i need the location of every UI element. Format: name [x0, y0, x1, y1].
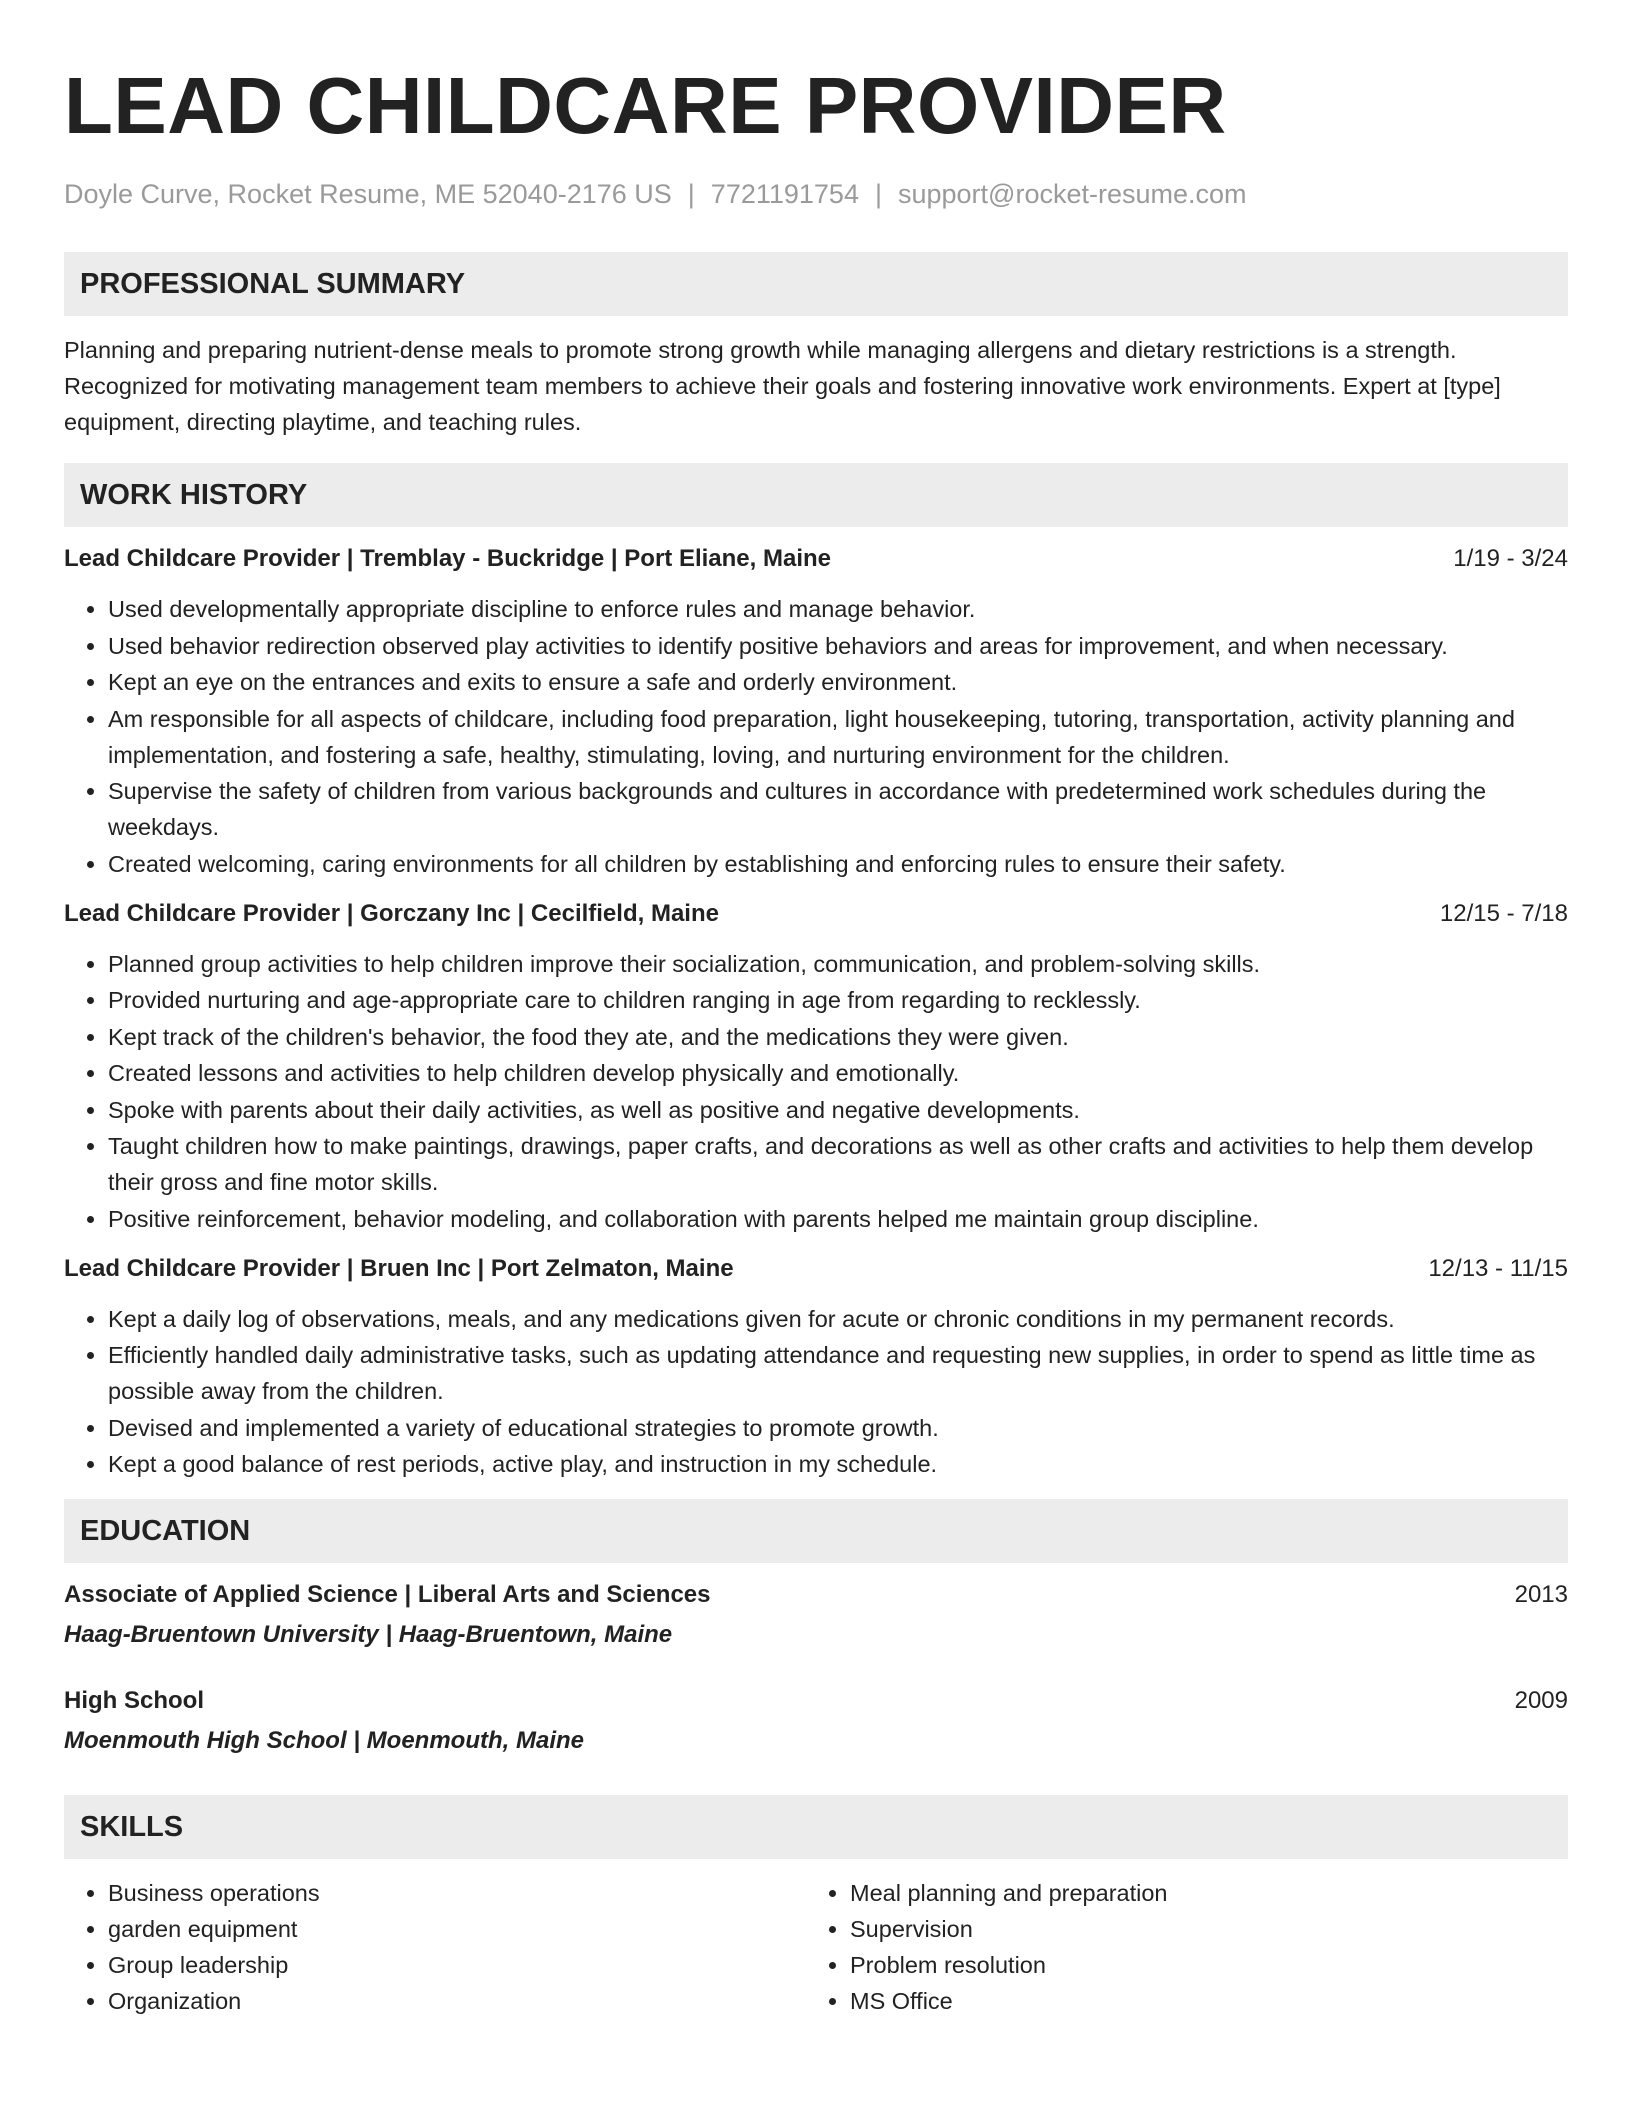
list-item: • Provided nurturing and age-appropriate care to children ranging in age from regarding to recklessly. — [108, 982, 1568, 1018]
job-header — [64, 1251, 1568, 1287]
contact-address: Doyle Curve, Rocket Resume, ME 52040-2176 US — [64, 179, 672, 209]
list-item: • Positive reinforcement, behavior modeling, and collaboration with parents helped me maintain group discipline. — [108, 1201, 1568, 1237]
education-year: 2009 — [1514, 1687, 1568, 1714]
list-item: • Created lessons and activities to help children develop physically and emotionally. — [108, 1055, 1568, 1091]
list-item: • MS Office — [850, 1983, 1548, 2019]
list-item: • Organization — [108, 1983, 806, 2019]
list-item: • Kept a daily log of observations, meals, and any medications given for acute or chronic conditions in my permanent records. — [108, 1301, 1568, 1337]
section-heading-skills: SKILLS — [64, 1795, 1568, 1859]
education-header — [64, 1577, 1568, 1613]
section-heading-education: EDUCATION — [64, 1499, 1568, 1563]
education-degree: High School — [64, 1687, 204, 1714]
education-entry — [64, 1577, 1568, 1653]
contact-email: support@rocket-resume.com — [897, 179, 1247, 209]
job-entry — [64, 1251, 1568, 1483]
contact-line — [64, 176, 1568, 212]
section-heading-summary: PROFESSIONAL SUMMARY — [64, 252, 1568, 316]
list-item: • Used behavior redirection observed play activities to identify positive behaviors and areas for improvement, and when necessary. — [108, 628, 1568, 664]
list-item: • Kept an eye on the entrances and exits to ensure a safe and orderly environment. — [108, 664, 1568, 700]
list-item: • Efficiently handled daily administrative tasks, such as updating attendance and requesting new supplies, in order to spend as little time as possible away from the children. — [108, 1337, 1568, 1409]
job-dates: 12/15 - 7/18 — [1439, 899, 1568, 927]
summary-text: Planning and preparing nutrient-dense meals to promote strong growth while managing allergens and dietary restrictions is a strength. Recognized for motivating management team members to achieve their goals and fostering innovative work environments. Expert at [type] equipment, directing playtime, and teaching rules. — [64, 337, 1501, 435]
skills-list — [64, 1875, 1568, 2019]
job-entry — [64, 896, 1568, 1237]
education-school: Haag-Bruentown University | Haag-Bruentown, Maine — [64, 1621, 673, 1648]
list-item: • Devised and implemented a variety of educational strategies to promote growth. — [108, 1410, 1568, 1446]
contact-separator: | — [687, 179, 695, 209]
section-heading-work: WORK HISTORY — [64, 463, 1568, 527]
list-item: • Taught children how to make paintings, drawings, paper crafts, and decorations as well as other crafts and activities to help them develop their gross and fine motor skills. — [108, 1128, 1568, 1200]
education-header — [64, 1683, 1568, 1719]
contact-phone: 7721191754 — [710, 179, 859, 209]
job-bullets — [64, 946, 1568, 1237]
list-item: • Business operations — [108, 1875, 806, 1911]
list-item: • Supervise the safety of children from various backgrounds and cultures in accordance with predetermined work schedules during the weekdays. — [108, 773, 1568, 845]
job-dates: 1/19 - 3/24 — [1453, 545, 1568, 572]
education-year: 2013 — [1514, 1581, 1568, 1608]
education-entry — [64, 1683, 1568, 1759]
list-item: • Supervision — [850, 1911, 1548, 1947]
job-title: Lead Childcare Provider | Bruen Inc | Port Zelmaton, Maine — [64, 1254, 734, 1282]
list-item: • Kept a good balance of rest periods, active play, and instruction in my schedule. — [108, 1446, 1568, 1482]
list-item: • Am responsible for all aspects of childcare, including food preparation, light housekeeping, tutoring, transportation, activity planning and implementation, and fostering a safe, healthy, stimulating, loving, and nurturing environment for the children. — [108, 701, 1568, 773]
job-title: Lead Childcare Provider | Gorczany Inc | Cecilfield, Maine — [64, 899, 719, 927]
education-degree: Associate of Applied Science | Liberal Arts and Sciences — [64, 1581, 711, 1608]
job-header — [64, 896, 1568, 932]
job-bullets — [64, 1301, 1568, 1483]
job-entry — [64, 541, 1568, 882]
page-title: LEAD CHILDCARE PROVIDER — [64, 61, 1227, 150]
job-dates: 12/13 - 11/15 — [1428, 1254, 1568, 1282]
job-title: Lead Childcare Provider | Tremblay - Buckridge | Port Eliane, Maine — [64, 545, 831, 572]
skills-column-left — [64, 1875, 806, 2019]
list-item: • Used developmentally appropriate discipline to enforce rules and manage behavior. — [108, 591, 1568, 627]
list-item: • Kept track of the children's behavior, the food they ate, and the medications they were given. — [108, 1019, 1568, 1055]
list-item: • Planned group activities to help children improve their socialization, communication, and problem-solving skills. — [108, 946, 1568, 982]
list-item: • Problem resolution — [850, 1947, 1548, 1983]
list-item: • Created welcoming, caring environments for all children by establishing and enforcing rules to ensure their safety. — [108, 846, 1568, 882]
list-item: • Group leadership — [108, 1947, 806, 1983]
job-header — [64, 541, 1568, 577]
list-item: • Meal planning and preparation — [850, 1875, 1548, 1911]
skills-column-right — [806, 1875, 1548, 2019]
education-school: Moenmouth High School | Moenmouth, Maine — [64, 1727, 585, 1754]
contact-separator: | — [874, 179, 882, 209]
job-bullets — [64, 591, 1568, 882]
list-item: • garden equipment — [108, 1911, 806, 1947]
list-item: • Spoke with parents about their daily activities, as well as positive and negative developments. — [108, 1092, 1568, 1128]
